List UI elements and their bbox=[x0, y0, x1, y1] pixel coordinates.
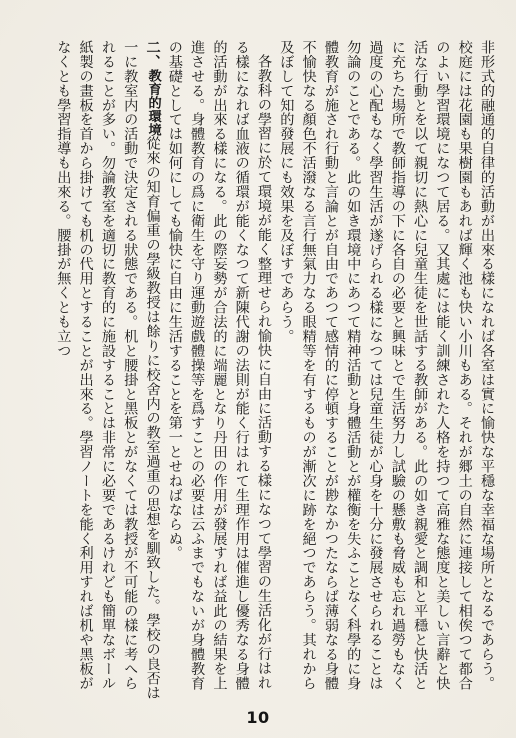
section-number: 二、 bbox=[144, 40, 161, 69]
paragraph-learning-environment: 非形式的融通的自律的活動が出來る樣になれば各室は實に愉快な平穩な幸福な場所となるであらう。校庭には花園も果樹園もあれば輝く池も快い小川もある。それが郷土の自然に連接して相俟つて都合のよい學習環境になつて居る。又其處には能く訓練された人格を持つて高雅な態度と美しい言辭と快活な行動とを以て親切に熱心に兒童生徒を世話する教師がある。此の如き親愛と調和と平穩と快活とに充ちた場所で教師指導の下に各自の必要と興味とで生活努力し試驗の懸敷も脅威も忘れ過勞もなく過度の心配もなく學習生活が遂げられる樣になつては兒童生徒が心身を十分に發展させられることは勿論のことである。此の如き環境中にあつて精神活動と身體活動とが權衡を失ふことなく科學的に身體教育が施され行動と言論とが自由であつて感情的に停頓することが尠なかつたならば薄弱なる身體不愉快なる顏色不活潑なる言行無氣力なる眼精等を有するものが漸次に跡を絕つであらう。其れから及ぼして知的發展にも效果を及ぼすであらう。 bbox=[278, 40, 495, 691]
section-heading bbox=[52, 40, 163, 702]
paragraph-physical-education: 各教科の學習に於て環境が能く整理せられ愉快に自由に活動する樣になつて學習の生活化が行はれる樣になれば血液の循環が能くなつて新陳代謝の法則が能く行はれて生理作用は催進し優秀なる身體的活動が出來る樣になる。此の際妄勢が合法的に端麗となり丹田の作用が發展すれば益此の結果を上進させる。身體教育の爲に衛生を守り運動遊戲體操等を爲すことの必要は云ふまでもないが身體教育の基礎としては如何にしても愉快に自由に生活することを第一とせねばならぬ。 bbox=[166, 40, 273, 691]
section-heading-body: 從來の知育偏重の學級教授は餘りに校舍内の教室過重の思想を馴致した。學校の良否は一に教室内の活動で決定される狀態である。机と腰掛と黑板とがなくては教授が不可能の樣に考へられることが多い。勿論教室を適切に教育的に施設することは非常に必要であるけれども簡單なボール紙製の畫板を首から掛けても机の代用とすることが出來る。學習ノートを能く利用すれば机や黑板がなくとも學習指導も出來る。腰掛が無くとも立つ bbox=[55, 40, 161, 700]
page-number: 10 bbox=[246, 708, 270, 727]
section-title: 教育的環境 bbox=[145, 68, 161, 137]
vertical-text-body bbox=[6, 40, 498, 702]
